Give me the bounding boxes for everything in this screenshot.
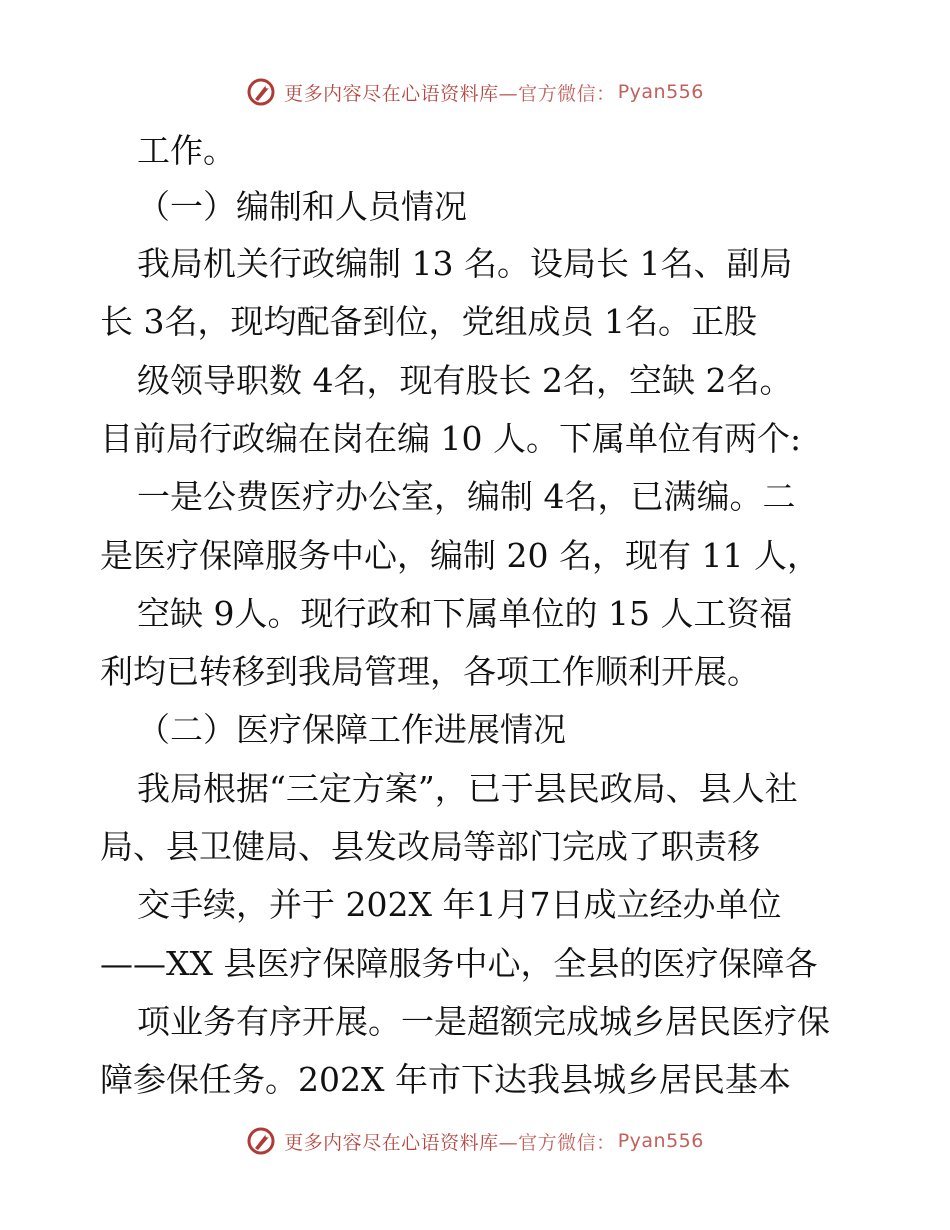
watermark-id: Pyan556 bbox=[617, 81, 704, 103]
watermark-text: 更多内容尽在心语资料库 bbox=[284, 1131, 499, 1154]
pen-logo-icon bbox=[246, 77, 276, 107]
watermark-text: 更多内容尽在心语资料库 bbox=[284, 82, 499, 105]
text-line: 目前局行政编在岗在编 10 人。下属单位有两个: bbox=[100, 419, 802, 458]
section-heading: （二）医疗保障工作进展情况 bbox=[137, 710, 566, 749]
text-line: 我局根据“三定方案”，已于县民政局、县人社 bbox=[137, 769, 798, 808]
watermark-id: Pyan556 bbox=[617, 1130, 704, 1152]
watermark-separator: —官方微信： bbox=[498, 82, 616, 105]
text-line: 长 3名，现均配备到位，党组成员 1名。正股 bbox=[100, 302, 757, 341]
text-line: 工作。 bbox=[137, 131, 236, 170]
text-line: 空缺 9人。现行政和下属单位的 15 人工资福 bbox=[137, 594, 793, 633]
text-line: 级领导职数 4名，现有股长 2名，空缺 2名。 bbox=[137, 361, 793, 400]
text-line: 是医疗保障服务中心，编制 20 名，现有 11 人， bbox=[100, 536, 820, 575]
watermark-footer bbox=[0, 1121, 950, 1161]
text-line: 项业务有序开展。一是超额完成城乡居民医疗保 bbox=[137, 1002, 830, 1041]
text-line: 我局机关行政编制 13 名。设局长 1名、副局 bbox=[137, 244, 793, 283]
text-line: 交手续，并于 202X 年1月7日成立经办单位 bbox=[137, 885, 782, 924]
text-line: 障参保任务。202X 年市下达我县城乡居民基本 bbox=[100, 1060, 791, 1099]
watermark-header bbox=[0, 72, 950, 112]
text-line: 利均已转移到我局管理，各项工作顺利开展。 bbox=[100, 652, 760, 691]
text-line: 一是公费医疗办公室，编制 4名，已满编。二 bbox=[137, 477, 796, 516]
text-line: ——XX 县医疗保障服务中心，全县的医疗保障各 bbox=[100, 944, 818, 983]
text-line: 局、县卫健局、县发改局等部门完成了职责移 bbox=[100, 827, 760, 866]
section-heading: （一）编制和人员情况 bbox=[137, 187, 467, 226]
watermark-separator: —官方微信： bbox=[498, 1131, 616, 1154]
pen-logo-icon bbox=[246, 1126, 276, 1156]
